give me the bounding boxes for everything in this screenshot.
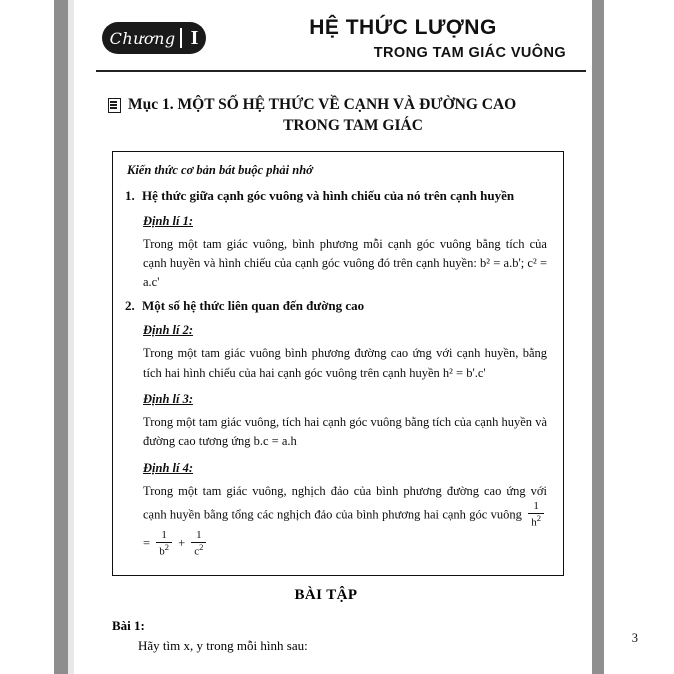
theory-box-heading: Kiến thức cơ bản bát buộc phải nhớ bbox=[127, 163, 313, 177]
theorem-1-text: Trong một tam giác vuông, bình phương mỗi cạnh góc vuông bằng tích của cạnh huyền và hình chiếu của cạnh góc vuông đó trên cạnh huyền: b² = a.b'; c² = a.c' bbox=[143, 236, 547, 290]
chapter-badge-number: I bbox=[180, 28, 199, 48]
page-margin-left bbox=[0, 0, 54, 674]
page-number: 3 bbox=[631, 631, 638, 645]
theorem-4-text bbox=[143, 482, 547, 559]
fraction-1-over-c2: $\frac{1}{c^2}$ bbox=[191, 529, 206, 558]
page-margin-right bbox=[604, 0, 674, 674]
page-sheet bbox=[74, 0, 592, 674]
header-divider bbox=[96, 70, 586, 72]
theorem-4-body: Trong một tam giác vuông, nghịch đảo của bình phương đường cao ứng với cạnh huyền bằng tổng các nghịch đảo của bình phương hai cạnh góc vuông bbox=[143, 483, 547, 522]
book-spine-shadow-right bbox=[592, 0, 604, 674]
theory-item-1-number: 1. bbox=[125, 188, 135, 203]
theory-item-2-title: Một số hệ thức liên quan đến đường cao bbox=[142, 297, 365, 313]
theorem-3-label: Định lí 3: bbox=[143, 391, 194, 406]
chapter-badge-word: Chương bbox=[109, 28, 176, 48]
section-heading bbox=[74, 96, 592, 135]
book-icon bbox=[108, 98, 121, 112]
fraction-1-over-b2: $\frac{1}{b^2}$ bbox=[156, 529, 172, 558]
theorem-4-formula: $\frac{1}{h^2}$ = $\frac{1}{b^2}$ + $\frac{1}{c^2}$ bbox=[143, 507, 547, 550]
page-header bbox=[74, 12, 592, 74]
section-heading-line-1 bbox=[108, 96, 570, 114]
page-subtitle: TRONG TAM GIÁC VUÔNG bbox=[373, 45, 566, 61]
section-heading-line-2: TRONG TAM GIÁC bbox=[283, 117, 423, 134]
theory-item-2-number: 2. bbox=[125, 297, 135, 313]
chapter-badge bbox=[102, 22, 206, 54]
theorem-2-label: Định lí 2: bbox=[143, 323, 194, 338]
fraction-1-over-h2: $\frac{1}{h^2}$ bbox=[528, 500, 544, 529]
book-spine-shadow-left bbox=[54, 0, 68, 674]
theory-item-2 bbox=[125, 297, 551, 315]
exercise-1-label: Bài 1: bbox=[112, 617, 145, 633]
page-title: HỆ THỨC LƯỢNG bbox=[309, 16, 497, 39]
exercises-heading: BÀI TẬP bbox=[294, 586, 358, 603]
exercise-1-text: Hãy tìm x, y trong mỗi hình sau: bbox=[138, 637, 308, 653]
theory-item-1 bbox=[125, 187, 551, 205]
theorem-2-text: Trong một tam giác vuông bình phương đường cao ứng với cạnh huyền, bằng tích hai hình chiếu của hai cạnh góc vuông trên cạnh huyền h² = b'.c' bbox=[143, 346, 547, 380]
theorem-4-label: Định lí 4: bbox=[143, 460, 194, 475]
theory-box bbox=[112, 151, 564, 576]
theory-item-1-title: Hệ thức giữa cạnh góc vuông và hình chiếu của nó trên cạnh huyền bbox=[142, 188, 515, 203]
theorem-3-text: Trong một tam giác vuông, tích hai cạnh góc vuông bằng tích của cạnh huyền và đường cao tương ứng b.c = a.h bbox=[143, 414, 547, 449]
section-heading-line-1-text: Mục 1. MỘT SỐ HỆ THỨC VỀ CẠNH VÀ ĐƯỜNG CAO bbox=[128, 96, 517, 113]
header-title-block bbox=[224, 16, 582, 61]
theorem-1-label: Định lí 1: bbox=[143, 213, 194, 228]
